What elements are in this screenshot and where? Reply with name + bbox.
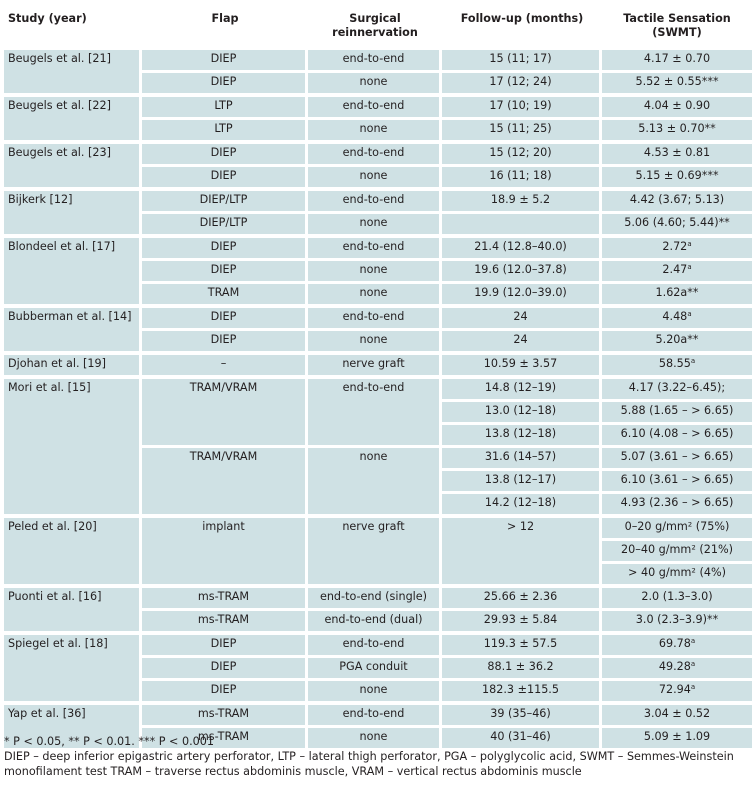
flap-cell: DIEP (142, 144, 308, 167)
reinnervation-cell: none (308, 284, 442, 308)
tactile-value: 4.17 (3.22–6.45); (628, 381, 726, 394)
reinnervation-cell: end-to-end (308, 238, 442, 261)
table-row (4, 355, 752, 379)
reinnervation-cell: end-to-end (308, 97, 442, 120)
tactile-value: 2.0 (1.3–3.0) (641, 590, 713, 603)
tactile-value: 5.15 ± 0.69*** (635, 169, 719, 182)
footnote-marker: a (687, 263, 692, 271)
tactile-value: 3.0 (2.3–3.9)** (635, 613, 719, 626)
footnote-marker: a (687, 240, 692, 248)
tactile-value: 4.04 ± 0.90 (643, 99, 711, 112)
footnote-marker: a (690, 637, 696, 645)
tactile-cell (602, 402, 752, 425)
followup-cell: 13.8 (12–18) (442, 425, 602, 448)
significance-note: * P < 0.05, ** P < 0.01. *** P < 0.001 (4, 735, 215, 748)
table-row (4, 191, 752, 214)
tactile-value: 72.94 (658, 683, 691, 696)
header-tactile-line1: Tactile Sensation (623, 12, 731, 25)
flap-cell: – (142, 355, 308, 379)
reinnervation-cell: nerve graft (308, 355, 442, 379)
followup-cell: 31.6 (14–57) (442, 448, 602, 471)
tactile-cell (602, 635, 752, 658)
flap-cell: ms-TRAM (142, 705, 308, 728)
tactile-cell (602, 425, 752, 448)
followup-cell: 21.4 (12.8–40.0) (442, 238, 602, 261)
followup-cell: 40 (31–46) (442, 728, 602, 752)
tactile-cell (602, 167, 752, 191)
flap-cell: ms-TRAM (142, 728, 308, 752)
table-row (4, 588, 752, 611)
study-cell: Beugels et al. [22] (4, 97, 142, 144)
reinnervation-cell: none (308, 681, 442, 705)
reinnervation-cell: end-to-end (308, 144, 442, 167)
header-study: Study (year) (4, 4, 142, 50)
followup-cell: 182.3 ±115.5 (442, 681, 602, 705)
flap-cell: ms-TRAM (142, 611, 308, 635)
table-row (4, 705, 752, 728)
tactile-cell (602, 611, 752, 635)
reinnervation-cell: end-to-end (dual) (308, 611, 442, 635)
followup-cell: 19.9 (12.0–39.0) (442, 284, 602, 308)
tactile-value: 2.47 (662, 263, 688, 276)
results-table (4, 4, 752, 752)
reinnervation-cell: none (308, 167, 442, 191)
flap-cell: TRAM/VRAM (142, 379, 308, 448)
tactile-value: 4.53 ± 0.81 (643, 146, 711, 159)
header-followup: Follow-up (months) (442, 4, 602, 50)
followup-cell: 19.6 (12.0–37.8) (442, 261, 602, 284)
tactile-value: 5.09 ± 1.09 (643, 730, 711, 743)
table-row (4, 50, 752, 73)
reinnervation-cell: none (308, 331, 442, 355)
followup-cell: 119.3 ± 57.5 (442, 635, 602, 658)
footnote-marker: a (687, 310, 692, 318)
table-row (4, 635, 752, 658)
flap-cell: DIEP (142, 167, 308, 191)
tactile-value: 5.06 (4.60; 5.44)** (624, 216, 730, 229)
tactile-cell (602, 73, 752, 97)
tactile-value: 69.78 (658, 637, 691, 650)
header-tactile (602, 4, 752, 50)
tactile-value: 6.10 (4.08 – > 6.65) (620, 427, 734, 440)
tactile-cell (602, 471, 752, 494)
flap-cell: DIEP (142, 331, 308, 355)
flap-cell: DIEP (142, 261, 308, 284)
flap-cell: DIEP (142, 308, 308, 331)
followup-cell: 14.2 (12–18) (442, 494, 602, 518)
tactile-value: 4.17 ± 0.70 (643, 52, 711, 65)
tactile-cell (602, 144, 752, 167)
tactile-cell (602, 588, 752, 611)
tactile-value: 5.13 ± 0.70** (638, 122, 716, 135)
tactile-value: 0–20 g/mm² (75%) (624, 520, 730, 533)
study-cell: Beugels et al. [21] (4, 50, 142, 97)
followup-cell: 16 (11; 18) (442, 167, 602, 191)
followup-cell: 10.59 ± 3.57 (442, 355, 602, 379)
reinnervation-cell: none (308, 120, 442, 144)
followup-cell (442, 214, 602, 238)
flap-cell: LTP (142, 97, 308, 120)
tactile-cell (602, 705, 752, 728)
table-row (4, 238, 752, 261)
followup-cell: 13.0 (12–18) (442, 402, 602, 425)
reinnervation-cell: none (308, 261, 442, 284)
study-cell: Bubberman et al. [14] (4, 308, 142, 355)
tactile-value: 5.52 ± 0.55*** (635, 75, 719, 88)
study-cell: Yap et al. [36] (4, 705, 142, 752)
reinnervation-cell: end-to-end (single) (308, 588, 442, 611)
table-footnotes (4, 734, 752, 779)
table-body (4, 50, 752, 752)
tactile-cell (602, 97, 752, 120)
tactile-cell (602, 541, 752, 564)
tactile-value: 58.55 (658, 357, 691, 370)
reinnervation-cell: none (308, 73, 442, 97)
footnote-marker: a (690, 683, 696, 691)
followup-cell: 88.1 ± 36.2 (442, 658, 602, 681)
reinnervation-cell: none (308, 728, 442, 752)
flap-cell: TRAM (142, 284, 308, 308)
reinnervation-cell: none (308, 214, 442, 238)
flap-cell: implant (142, 518, 308, 588)
followup-cell: 29.93 ± 5.84 (442, 611, 602, 635)
reinnervation-cell: end-to-end (308, 705, 442, 728)
tactile-value: 6.10 (3.61 – > 6.65) (620, 473, 734, 486)
tactile-cell (602, 494, 752, 518)
tactile-cell (602, 50, 752, 73)
tactile-cell (602, 308, 752, 331)
study-cell: Spiegel et al. [18] (4, 635, 142, 705)
study-cell: Mori et al. [15] (4, 379, 142, 518)
footnote-marker: a (690, 660, 696, 668)
tactile-value: > 40 g/mm² (4%) (628, 566, 726, 579)
reinnervation-cell: end-to-end (308, 50, 442, 73)
reinnervation-cell: end-to-end (308, 308, 442, 331)
tactile-value: 1.62a** (655, 286, 699, 299)
flap-cell: DIEP/LTP (142, 214, 308, 238)
table-row (4, 308, 752, 331)
flap-cell: DIEP/LTP (142, 191, 308, 214)
tactile-value: 20–40 g/mm² (21%) (621, 543, 733, 556)
tactile-cell (602, 120, 752, 144)
followup-cell: 13.8 (12–17) (442, 471, 602, 494)
study-cell: Bijkerk [12] (4, 191, 142, 238)
table-row (4, 379, 752, 402)
tactile-cell (602, 355, 752, 379)
tactile-cell (602, 379, 752, 402)
reinnervation-cell: end-to-end (308, 191, 442, 214)
tactile-cell (602, 191, 752, 214)
tactile-value: 5.07 (3.61 – > 6.65) (620, 450, 734, 463)
header-flap: Flap (142, 4, 308, 50)
reinnervation-cell: none (308, 448, 442, 518)
footnote-marker: a (690, 357, 696, 365)
tactile-cell (602, 518, 752, 541)
tactile-value: 4.48 (662, 310, 688, 323)
followup-cell: 39 (35–46) (442, 705, 602, 728)
tactile-value: 5.20a** (655, 333, 699, 346)
tactile-cell (602, 564, 752, 588)
table-header-row (4, 4, 752, 50)
flap-cell: ms-TRAM (142, 588, 308, 611)
study-cell: Beugels et al. [23] (4, 144, 142, 191)
tactile-cell (602, 331, 752, 355)
study-cell: Blondeel et al. [17] (4, 238, 142, 308)
followup-cell: 17 (12; 24) (442, 73, 602, 97)
reinnervation-cell: end-to-end (308, 379, 442, 448)
flap-cell: DIEP (142, 658, 308, 681)
flap-cell: LTP (142, 120, 308, 144)
flap-cell: DIEP (142, 73, 308, 97)
flap-cell: TRAM/VRAM (142, 448, 308, 518)
followup-cell: 15 (12; 20) (442, 144, 602, 167)
tactile-cell (602, 238, 752, 261)
table-row (4, 97, 752, 120)
tactile-value: 3.04 ± 0.52 (643, 707, 711, 720)
tactile-value: 4.42 (3.67; 5.13) (629, 193, 725, 206)
flap-cell: DIEP (142, 50, 308, 73)
followup-cell: > 12 (442, 518, 602, 588)
flap-cell: DIEP (142, 635, 308, 658)
abbreviations-note: DIEP – deep inferior epigastric artery perforator, LTP – lateral thigh perforator, PGA – polyglycolic acid, SWMT – Semmes-Weinstein monofilament test TRAM – traverse rectus abdominis muscle, VRAM – vertical rectus abdominis muscle (4, 750, 734, 778)
tactile-value: 2.72 (662, 240, 688, 253)
tactile-cell (602, 261, 752, 284)
study-cell: Peled et al. [20] (4, 518, 142, 588)
tactile-value: 5.88 (1.65 – > 6.65) (620, 404, 734, 417)
tactile-cell (602, 284, 752, 308)
header-reinnervation: Surgical reinnervation (308, 4, 442, 50)
study-cell: Djohan et al. [19] (4, 355, 142, 379)
table-row (4, 144, 752, 167)
reinnervation-cell: PGA conduit (308, 658, 442, 681)
flap-cell: DIEP (142, 681, 308, 705)
study-cell: Puonti et al. [16] (4, 588, 142, 635)
followup-cell: 24 (442, 331, 602, 355)
reinnervation-cell: nerve graft (308, 518, 442, 588)
tactile-cell (602, 681, 752, 705)
followup-cell: 14.8 (12–19) (442, 379, 602, 402)
tactile-value: 4.93 (2.36 – > 6.65) (620, 496, 734, 509)
followup-cell: 15 (11; 25) (442, 120, 602, 144)
reinnervation-cell: end-to-end (308, 635, 442, 658)
flap-cell: DIEP (142, 238, 308, 261)
tactile-value: 49.28 (658, 660, 691, 673)
tactile-cell (602, 658, 752, 681)
followup-cell: 17 (10; 19) (442, 97, 602, 120)
followup-cell: 25.66 ± 2.36 (442, 588, 602, 611)
followup-cell: 18.9 ± 5.2 (442, 191, 602, 214)
tactile-cell (602, 214, 752, 238)
followup-cell: 24 (442, 308, 602, 331)
header-tactile-line2: (SWMT) (652, 26, 702, 39)
followup-cell: 15 (11; 17) (442, 50, 602, 73)
table-row (4, 518, 752, 541)
tactile-cell (602, 448, 752, 471)
